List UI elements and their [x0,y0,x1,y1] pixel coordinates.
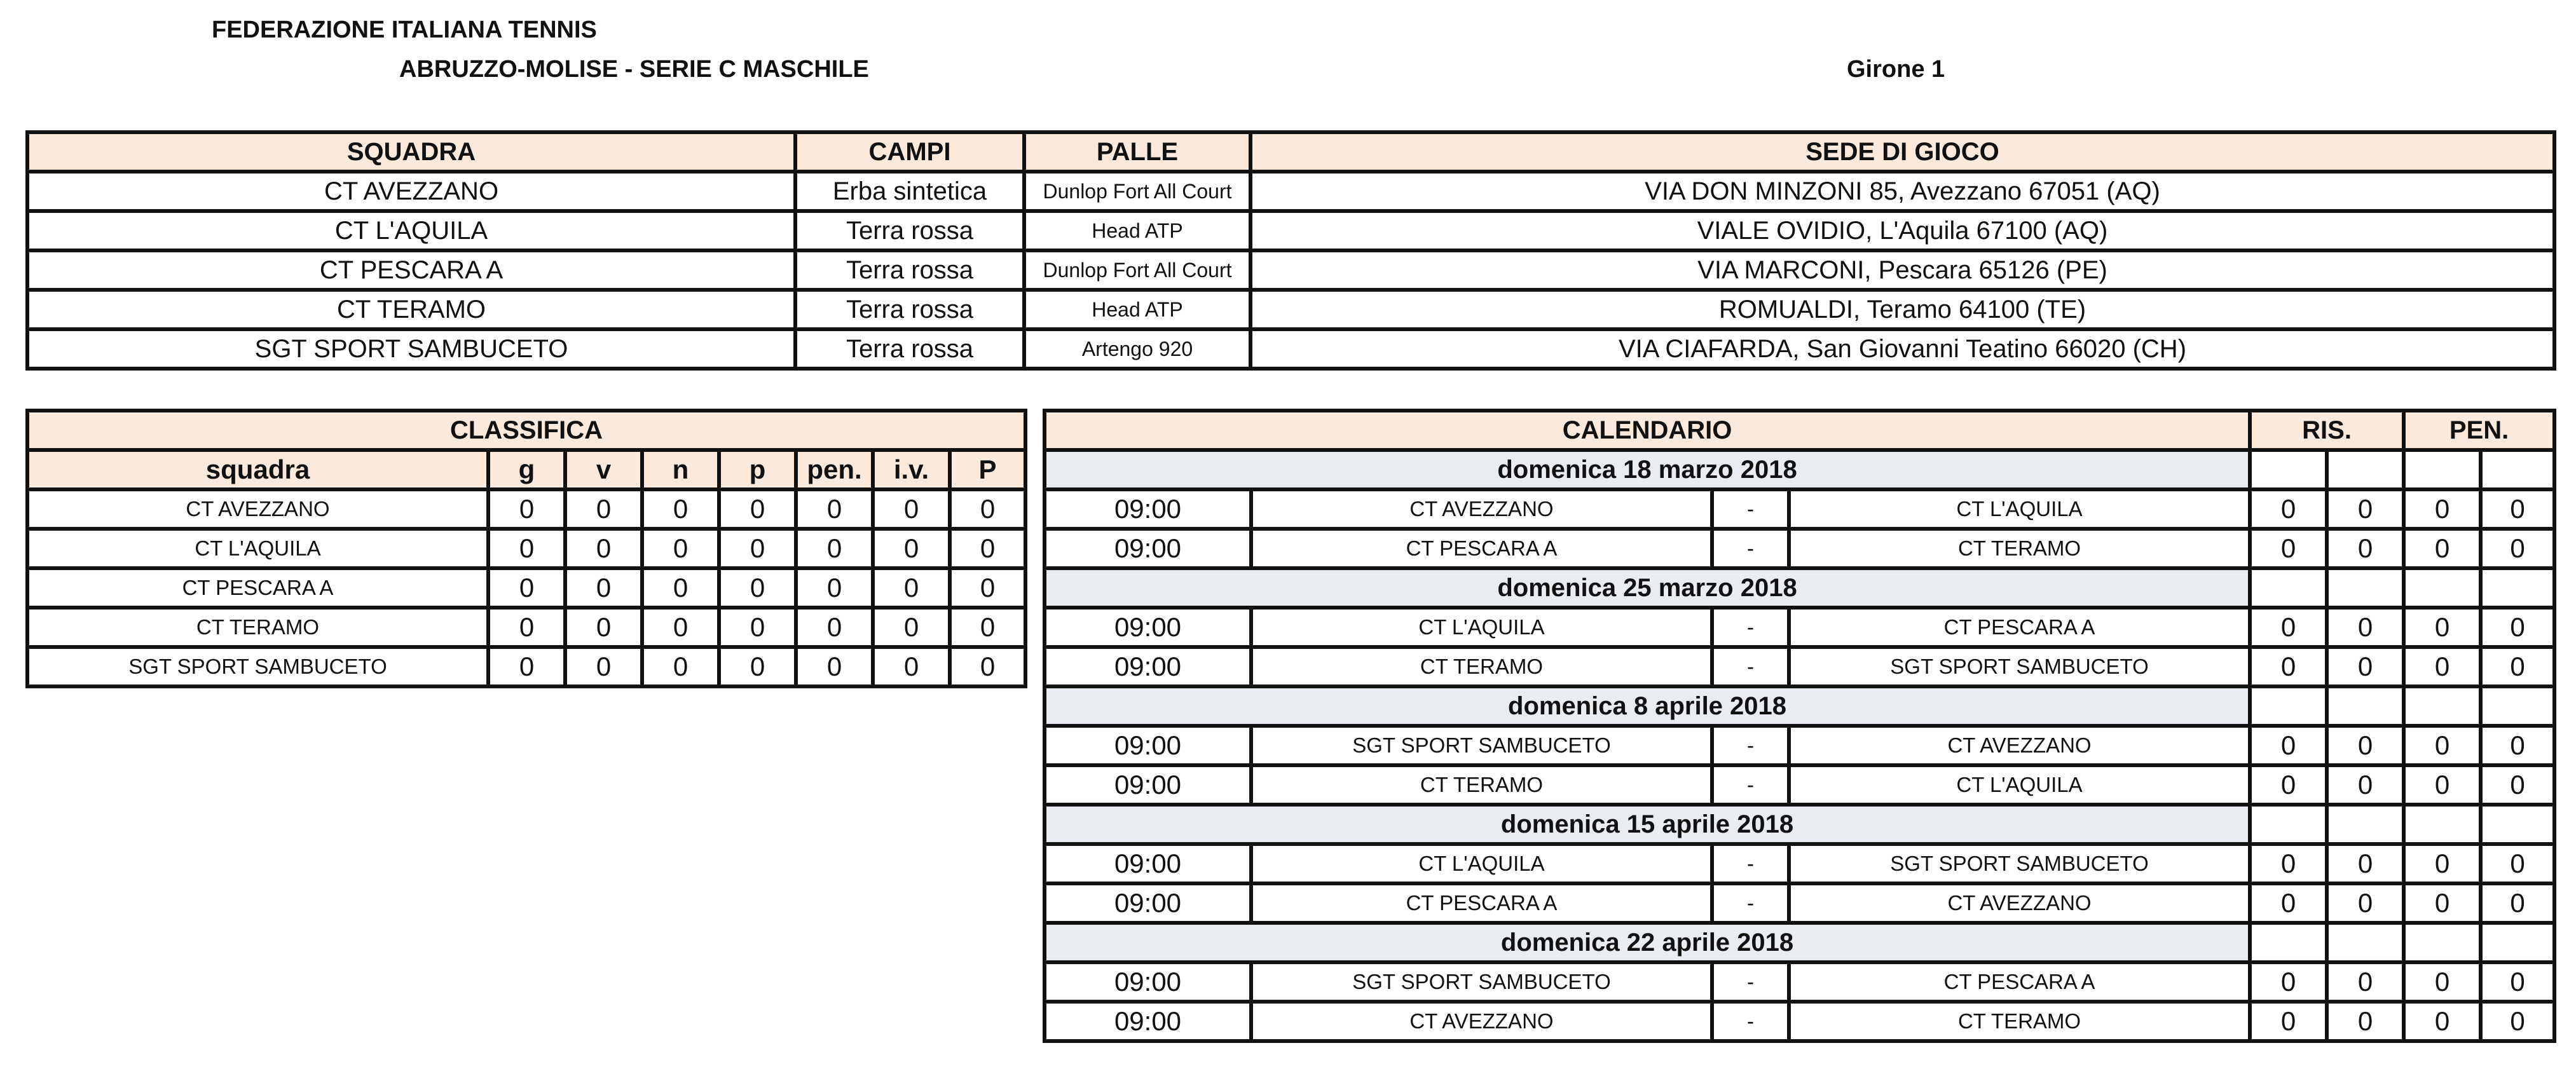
standings-team: CT L'AQUILA [27,529,488,568]
match-result-home: 0 [2250,647,2327,686]
match-penalty-away: 0 [2481,883,2554,923]
match-result-home: 0 [2250,883,2327,923]
match-penalty-home: 0 [2404,765,2481,805]
match-time: 09:00 [1045,608,1251,647]
team-name: SGT SPORT SAMBUCETO [27,329,795,369]
match-home-team: CT PESCARA A [1251,883,1712,923]
empty-cell [2481,568,2554,608]
match-separator: - [1712,647,1789,686]
standings-header-team: squadra [27,450,488,489]
team-venue: VIALE OVIDIO, L'Aquila 67100 (AQ) [1250,211,2554,250]
match-penalty-away: 0 [2481,1002,2554,1041]
match-away-team: SGT SPORT SAMBUCETO [1789,844,2250,883]
match-row [1045,1002,2554,1041]
standings-iv: 0 [873,608,950,647]
standings-draws: 0 [642,529,719,568]
match-result-home: 0 [2250,489,2327,529]
team-balls: Artengo 920 [1024,329,1250,369]
calendar-title: CALENDARIO [1045,411,2250,450]
match-penalty-home: 0 [2404,844,2481,883]
empty-cell [2327,923,2404,962]
standings-team: SGT SPORT SAMBUCETO [27,647,488,686]
match-result-home: 0 [2250,608,2327,647]
standings-iv: 0 [873,568,950,608]
empty-cell [2327,686,2404,726]
standings-iv: 0 [873,489,950,529]
team-venue: VIA DON MINZONI 85, Avezzano 67051 (AQ) [1250,172,2554,211]
match-row [1045,765,2554,805]
match-penalty-home: 0 [2404,962,2481,1002]
standings-games: 0 [488,608,565,647]
round-row [1045,686,2554,726]
match-time: 09:00 [1045,883,1251,923]
match-row [1045,962,2554,1002]
empty-cell [2327,805,2404,844]
match-result-away: 0 [2327,608,2404,647]
match-row [1045,608,2554,647]
standings-draws: 0 [642,568,719,608]
team-courts: Erba sintetica [795,172,1024,211]
empty-cell [2481,923,2554,962]
match-home-team: CT AVEZZANO [1251,1002,1712,1041]
match-time: 09:00 [1045,1002,1251,1041]
match-result-away: 0 [2327,765,2404,805]
calendar-table [1043,409,2556,1043]
match-result-away: 0 [2327,844,2404,883]
match-separator: - [1712,1002,1789,1041]
match-result-away: 0 [2327,1002,2404,1041]
match-penalty-away: 0 [2481,962,2554,1002]
match-row [1045,489,2554,529]
match-penalty-away: 0 [2481,765,2554,805]
standings-penalties: 0 [796,489,873,529]
match-penalty-home: 0 [2404,647,2481,686]
standings-header-n: n [642,450,719,489]
round-row [1045,923,2554,962]
teams-header-team: SQUADRA [27,132,795,172]
match-time: 09:00 [1045,726,1251,765]
match-home-team: CT TERAMO [1251,647,1712,686]
standings-wins: 0 [565,529,642,568]
round-row [1045,805,2554,844]
round-date: domenica 18 marzo 2018 [1045,450,2250,489]
standings-points: 0 [950,529,1025,568]
match-time: 09:00 [1045,962,1251,1002]
team-name: CT AVEZZANO [27,172,795,211]
standings-team: CT TERAMO [27,608,488,647]
team-courts: Terra rossa [795,329,1024,369]
match-penalty-away: 0 [2481,647,2554,686]
standings-games: 0 [488,489,565,529]
round-row [1045,450,2554,489]
match-time: 09:00 [1045,844,1251,883]
standings-penalties: 0 [796,608,873,647]
standings-draws: 0 [642,647,719,686]
empty-cell [2250,450,2327,489]
team-row [27,250,2554,290]
team-venue: VIA CIAFARDA, San Giovanni Teatino 66020 (CH) [1250,329,2554,369]
match-result-home: 0 [2250,726,2327,765]
organization-title: FEDERAZIONE ITALIANA TENNIS [212,17,597,43]
empty-cell [2250,568,2327,608]
match-result-home: 0 [2250,529,2327,568]
standings-points: 0 [950,608,1025,647]
match-away-team: CT L'AQUILA [1789,489,2250,529]
standings-losses: 0 [719,608,796,647]
standings-header-iv: i.v. [873,450,950,489]
match-row [1045,883,2554,923]
standings-header-g: g [488,450,565,489]
match-home-team: CT TERAMO [1251,765,1712,805]
match-row [1045,529,2554,568]
standings-iv: 0 [873,647,950,686]
match-separator: - [1712,883,1789,923]
team-courts: Terra rossa [795,211,1024,250]
empty-cell [2481,805,2554,844]
match-penalty-home: 0 [2404,883,2481,923]
match-penalty-away: 0 [2481,529,2554,568]
match-home-team: CT AVEZZANO [1251,489,1712,529]
standings-row [27,647,1025,686]
match-penalty-home: 0 [2404,608,2481,647]
match-separator: - [1712,765,1789,805]
standings-header-points: P [950,450,1025,489]
match-away-team: CT AVEZZANO [1789,883,2250,923]
match-row [1045,647,2554,686]
match-row [1045,726,2554,765]
group-title: Girone 1 [1847,56,1945,83]
match-result-away: 0 [2327,726,2404,765]
match-away-team: CT AVEZZANO [1789,726,2250,765]
empty-cell [2327,568,2404,608]
standings-draws: 0 [642,489,719,529]
standings-draws: 0 [642,608,719,647]
standings-team: CT AVEZZANO [27,489,488,529]
team-row [27,211,2554,250]
standings-points: 0 [950,647,1025,686]
empty-cell [2250,923,2327,962]
standings-table [25,409,1027,688]
match-away-team: CT PESCARA A [1789,962,2250,1002]
match-result-away: 0 [2327,489,2404,529]
match-result-away: 0 [2327,883,2404,923]
match-penalty-away: 0 [2481,608,2554,647]
match-penalty-home: 0 [2404,489,2481,529]
team-venue: VIA MARCONI, Pescara 65126 (PE) [1250,250,2554,290]
round-date: domenica 15 aprile 2018 [1045,805,2250,844]
team-row [27,329,2554,369]
match-home-team: SGT SPORT SAMBUCETO [1251,962,1712,1002]
standings-row [27,568,1025,608]
standings-penalties: 0 [796,568,873,608]
match-penalty-away: 0 [2481,489,2554,529]
empty-cell [2404,450,2481,489]
team-balls: Dunlop Fort All Court [1024,250,1250,290]
match-penalty-away: 0 [2481,726,2554,765]
match-result-home: 0 [2250,1002,2327,1041]
team-venue: ROMUALDI, Teramo 64100 (TE) [1250,290,2554,329]
round-date: domenica 8 aprile 2018 [1045,686,2250,726]
team-balls: Head ATP [1024,290,1250,329]
match-separator: - [1712,844,1789,883]
standings-games: 0 [488,568,565,608]
standings-row [27,608,1025,647]
standings-losses: 0 [719,489,796,529]
standings-penalties: 0 [796,529,873,568]
team-balls: Dunlop Fort All Court [1024,172,1250,211]
standings-team: CT PESCARA A [27,568,488,608]
match-separator: - [1712,489,1789,529]
match-home-team: CT L'AQUILA [1251,608,1712,647]
match-away-team: CT PESCARA A [1789,608,2250,647]
team-name: CT PESCARA A [27,250,795,290]
standings-games: 0 [488,647,565,686]
team-row [27,172,2554,211]
standings-losses: 0 [719,529,796,568]
empty-cell [2404,686,2481,726]
round-date: domenica 25 marzo 2018 [1045,568,2250,608]
standings-wins: 0 [565,608,642,647]
match-away-team: SGT SPORT SAMBUCETO [1789,647,2250,686]
match-away-team: CT TERAMO [1789,1002,2250,1041]
match-penalty-home: 0 [2404,529,2481,568]
match-result-away: 0 [2327,529,2404,568]
teams-header-courts: CAMPI [795,132,1024,172]
empty-cell [2404,805,2481,844]
empty-cell [2327,450,2404,489]
standings-wins: 0 [565,568,642,608]
match-separator: - [1712,529,1789,568]
round-date: domenica 22 aprile 2018 [1045,923,2250,962]
match-home-team: CT PESCARA A [1251,529,1712,568]
calendar-result-header: RIS. [2250,411,2404,450]
team-courts: Terra rossa [795,290,1024,329]
match-penalty-away: 0 [2481,844,2554,883]
standings-header-v: v [565,450,642,489]
standings-iv: 0 [873,529,950,568]
match-time: 09:00 [1045,765,1251,805]
empty-cell [2250,805,2327,844]
standings-wins: 0 [565,647,642,686]
team-balls: Head ATP [1024,211,1250,250]
match-result-away: 0 [2327,962,2404,1002]
calendar-penalty-header: PEN. [2404,411,2554,450]
standings-points: 0 [950,489,1025,529]
team-name: CT L'AQUILA [27,211,795,250]
match-separator: - [1712,608,1789,647]
standings-games: 0 [488,529,565,568]
standings-header-p: p [719,450,796,489]
league-title: ABRUZZO-MOLISE - SERIE C MASCHILE [399,56,869,83]
match-result-home: 0 [2250,765,2327,805]
match-time: 09:00 [1045,647,1251,686]
match-away-team: CT L'AQUILA [1789,765,2250,805]
teams-header-venue: SEDE DI GIOCO [1250,132,2554,172]
empty-cell [2481,686,2554,726]
standings-row [27,529,1025,568]
match-result-home: 0 [2250,844,2327,883]
match-separator: - [1712,726,1789,765]
standings-title: CLASSIFICA [27,411,1025,450]
team-name: CT TERAMO [27,290,795,329]
match-away-team: CT TERAMO [1789,529,2250,568]
standings-losses: 0 [719,568,796,608]
match-separator: - [1712,962,1789,1002]
teams-header-balls: PALLE [1024,132,1250,172]
teams-table [25,130,2556,371]
team-courts: Terra rossa [795,250,1024,290]
standings-penalties: 0 [796,647,873,686]
match-row [1045,844,2554,883]
match-penalty-home: 0 [2404,1002,2481,1041]
empty-cell [2404,923,2481,962]
match-result-home: 0 [2250,962,2327,1002]
round-row [1045,568,2554,608]
match-time: 09:00 [1045,489,1251,529]
match-home-team: CT L'AQUILA [1251,844,1712,883]
match-time: 09:00 [1045,529,1251,568]
standings-header-pen: pen. [796,450,873,489]
empty-cell [2404,568,2481,608]
standings-points: 0 [950,568,1025,608]
empty-cell [2250,686,2327,726]
standings-losses: 0 [719,647,796,686]
match-penalty-home: 0 [2404,726,2481,765]
match-result-away: 0 [2327,647,2404,686]
standings-row [27,489,1025,529]
empty-cell [2481,450,2554,489]
team-row [27,290,2554,329]
standings-wins: 0 [565,489,642,529]
match-home-team: SGT SPORT SAMBUCETO [1251,726,1712,765]
